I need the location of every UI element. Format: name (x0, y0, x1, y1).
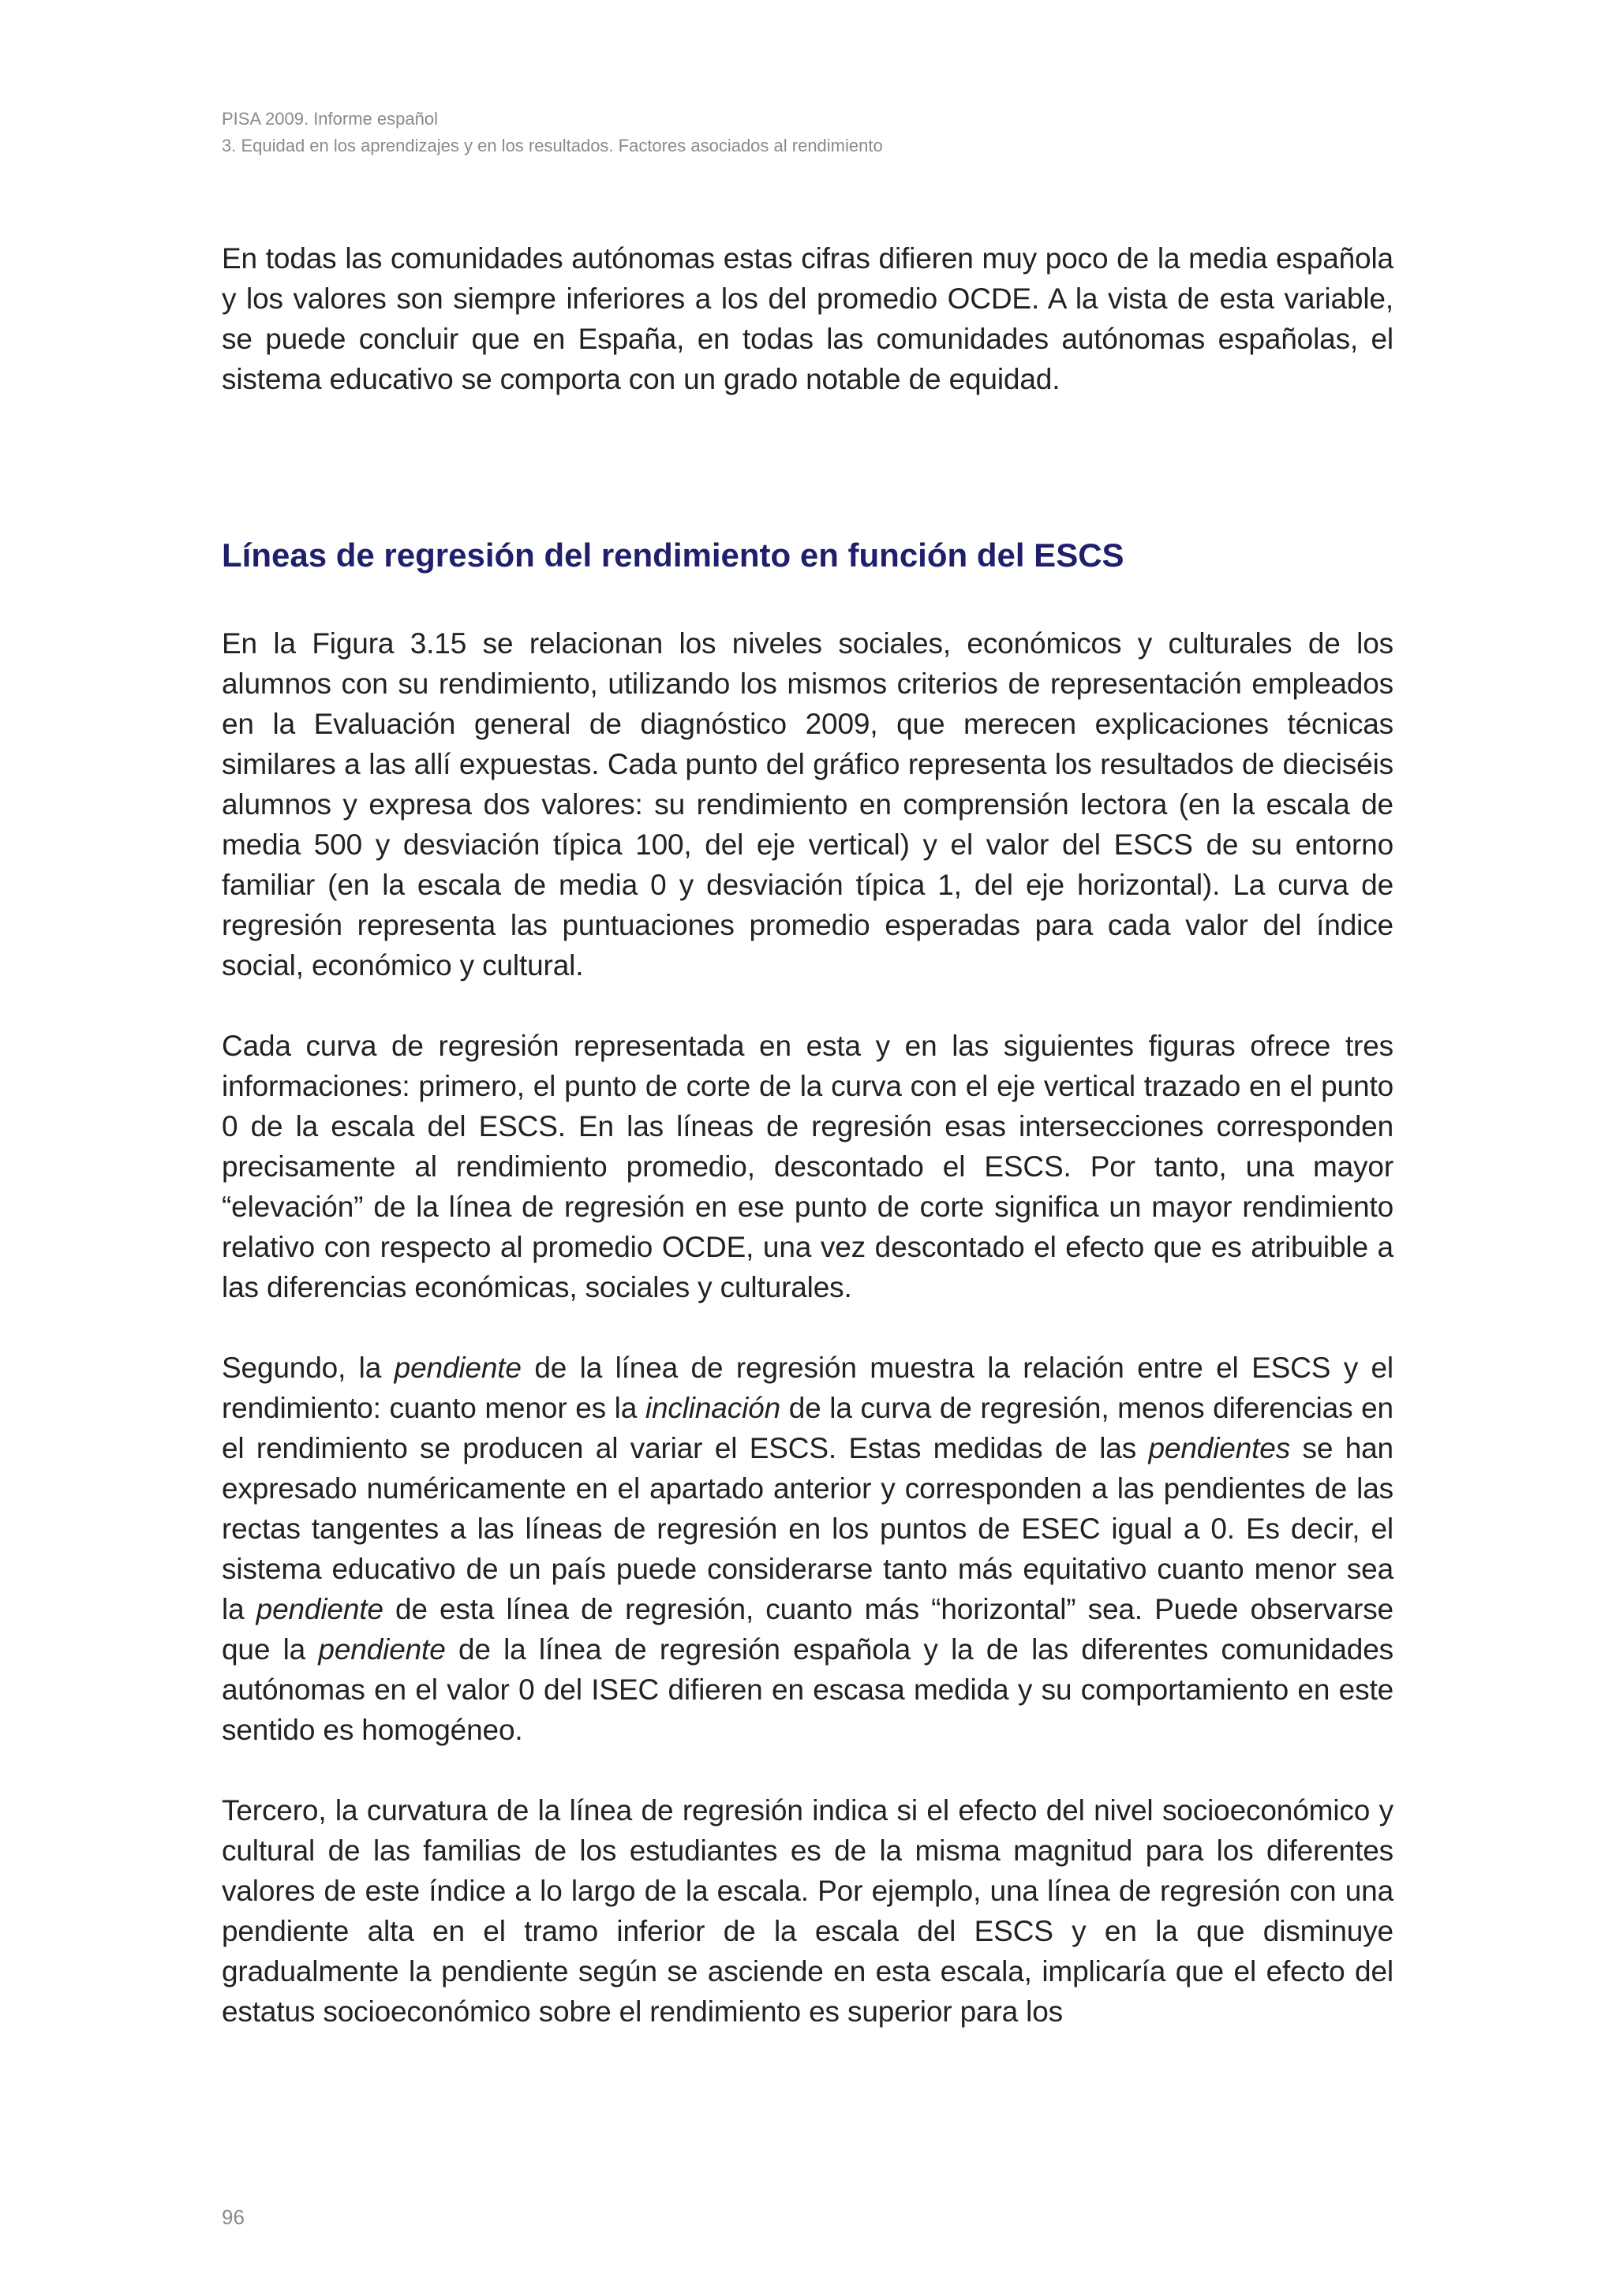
text-run: Segundo, la (222, 1352, 395, 1384)
paragraph-second-information (222, 1348, 1393, 1750)
emphasis-pendiente: pendiente (256, 1593, 383, 1625)
section-title: Líneas de regresión del rendimiento en función del ESCS (222, 537, 1124, 574)
text-run: de esta línea de regresión, cuanto más “horizontal” sea. Puede observarse que la (222, 1593, 1393, 1666)
paragraph-third-information: Tercero, la curvatura de la línea de regresión indica si el efecto del nivel socioeconómico y cultural de las familias de los estudiantes es de la misma magnitud para los diferentes valores de este índice a lo largo de la escala. Por ejemplo, una línea de regresión con una pendiente alta en el tramo inferior de la escala del ESCS y en la que disminuye gradualmente la pendiente según se asciende en esta escala, implicaría que el efecto del estatus socioeconómico sobre el rendimiento es superior para los (222, 1794, 1393, 2028)
emphasis-inclinacion: inclinación (645, 1392, 781, 1424)
text-run: de la curva de regresión, menos diferencias en el rendimiento se producen al variar el ESCS. Estas medidas de las (222, 1392, 1393, 1464)
page-content (222, 238, 1393, 2032)
text-run: de la línea de regresión española y la de las diferentes comunidades autónomas en el valor 0 del ISEC difieren en escasa medida y su comportamiento en este sentido es homogéneo. (222, 1633, 1393, 1746)
page-number: 96 (222, 2205, 245, 2229)
text-run: se han expresado numéricamente en el apartado anterior y corresponden a las pendientes de las rectas tangentes a las líneas de regresión en los puntos de ESEC igual a 0. Es decir, el sistema educativo de un país puede considerarse tanto más equitativo cuanto menor sea la (222, 1432, 1393, 1625)
text-run: de la línea de regresión muestra la relación entre el ESCS y el rendimiento: cuanto menor es la (222, 1352, 1394, 1424)
intro-paragraph: En todas las comunidades autónomas estas cifras difieren muy poco de la media española y los valores son siempre inferiores a los del promedio OCDE. A la vista de esta variable, se puede concluir que en España, en todas las comunidades autónomas españolas, el sistema educativo se comporta con un grado notable de equidad. (222, 242, 1393, 395)
header-chapter-title: 3. Equidad en los aprendizajes y en los resultados. Factores asociados al rendimiento (222, 136, 883, 155)
emphasis-pendientes: pendientes (1148, 1432, 1291, 1464)
paragraph-first-information: Cada curva de regresión representada en esta y en las siguientes figuras ofrece tres informaciones: primero, el punto de corte de la curva con el eje vertical trazado en el punto 0 de la escala del ESCS. En las líneas de regresión esas intersecciones corresponden precisamente al rendimiento promedio, descontado el ESCS. Por tanto, una mayor “elevación” de la línea de regresión en ese punto de corte significa un mayor rendimiento relativo con respecto al promedio OCDE, una vez descontado el efecto que es atribuible a las diferencias económicas, sociales y culturales. (222, 1030, 1393, 1303)
header-report-title: PISA 2009. Informe español (222, 109, 438, 129)
paragraph-figure-description: En la Figura 3.15 se relacionan los niveles sociales, económicos y culturales de los alumnos con su rendimiento, utilizando los mismos criterios de representación empleados en la Evaluación general de diagnóstico 2009, que merecen explicaciones técnicas similares a las allí expuestas. Cada punto del gráfico representa los resultados de dieciséis alumnos y expresa dos valores: su rendimiento en comprensión lectora (en la escala de media 500 y desviación típica 100, del eje vertical) y el valor del ESCS de su entorno familiar (en la escala de media 0 y desviación típica 1, del eje horizontal). La curva de regresión representa las puntuaciones promedio esperadas para cada valor del índice social, económico y cultural. (222, 627, 1393, 982)
emphasis-pendiente: pendiente (318, 1633, 446, 1666)
emphasis-pendiente: pendiente (394, 1352, 522, 1384)
running-header (222, 106, 1405, 159)
